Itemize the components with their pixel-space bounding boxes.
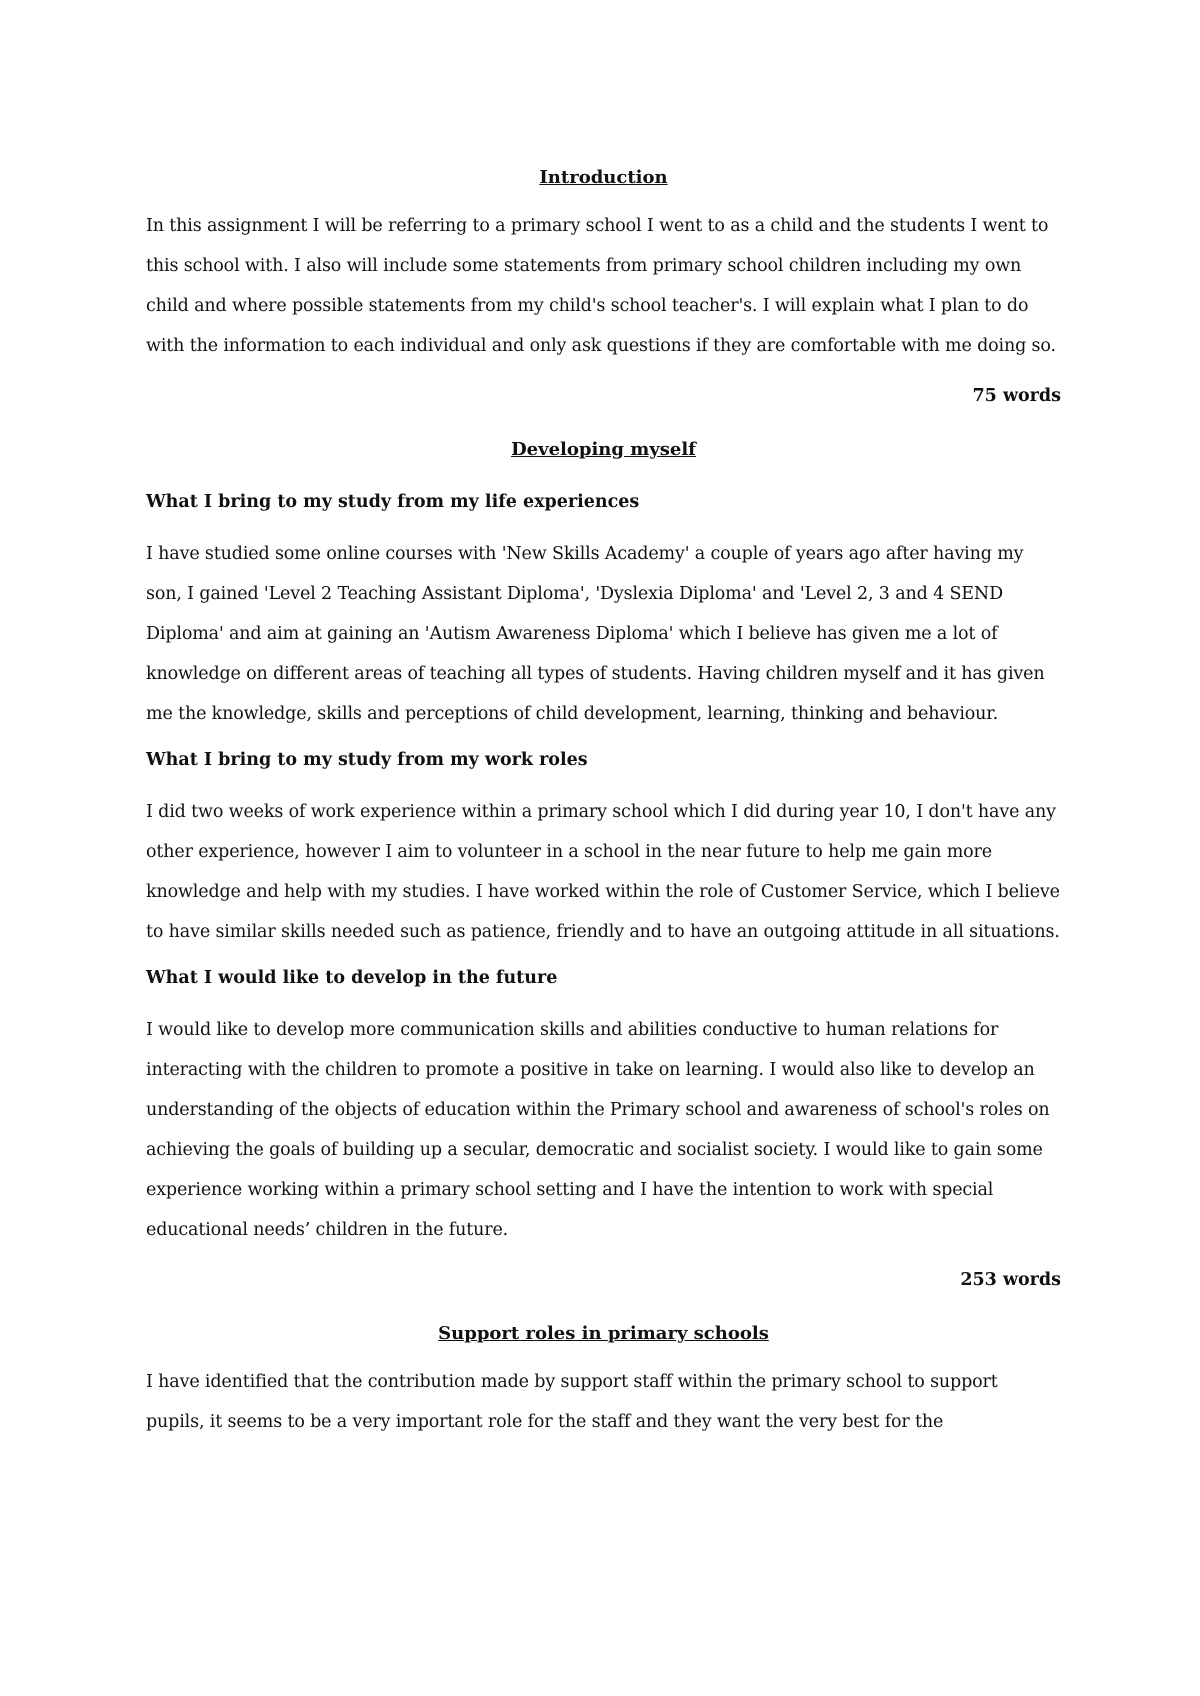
future-development-heading: What I would like to develop in the future <box>146 968 558 988</box>
future-development-paragraph: I would like to develop more communication skills and abilities conductive to human relations for interacting with the children to promote a positive in take on learning. I would also like to develop an understanding of the objects of education within the Primary school and awareness of school's roles on achieving the goals of building up a secular, democratic and socialist society. I would like to gain some experience working within a primary school setting and I have the intention to work with special educational needs’ children in the future. <box>146 1020 1050 1240</box>
introduction-word-count: 75 words <box>972 386 1061 406</box>
work-roles-heading: What I bring to my study from my work roles <box>146 750 588 770</box>
introduction-heading: Introduction <box>539 167 668 188</box>
life-experiences-heading: What I bring to my study from my life experiences <box>146 492 640 512</box>
introduction-paragraph: In this assignment I will be referring to a primary school I went to as a child and the students I went to this school with. I also will include some statements from primary school children including my own child and where possible statements from my child's school teacher's. I will explain what I plan to do with the information to each individual and only ask questions if they are comfortable with me doing so. <box>146 216 1056 356</box>
life-experiences-paragraph: I have studied some online courses with 'New Skills Academy' a couple of years ago after having my son, I gained 'Level 2 Teaching Assistant Diploma', 'Dyslexia Diploma' and 'Level 2, 3 and 4 SEND Diploma' and aim at gaining an 'Autism Awareness Diploma' which I believe has given me a lot of knowledge on different areas of teaching all types of students. Having children myself and it has given me the knowledge, skills and perceptions of child development, learning, thinking and behaviour. <box>146 544 1045 724</box>
document-body <box>146 164 1061 1442</box>
developing-word-count: 253 words <box>960 1270 1061 1290</box>
work-roles-paragraph: I did two weeks of work experience within a primary school which I did during year 10, I don't have any other experience, however I aim to volunteer in a school in the near future to help me gain more knowledge and help with my studies. I have worked within the role of Customer Service, which I believe to have similar skills needed such as patience, friendly and to have an outgoing attitude in all situations. <box>146 802 1060 942</box>
support-roles-heading: Support roles in primary schools <box>438 1323 769 1344</box>
developing-myself-heading: Developing myself <box>511 439 696 460</box>
support-roles-paragraph: I have identified that the contribution made by support staff within the primary school to support pupils, it seems to be a very important role for the staff and they want the very best for the <box>146 1372 998 1432</box>
